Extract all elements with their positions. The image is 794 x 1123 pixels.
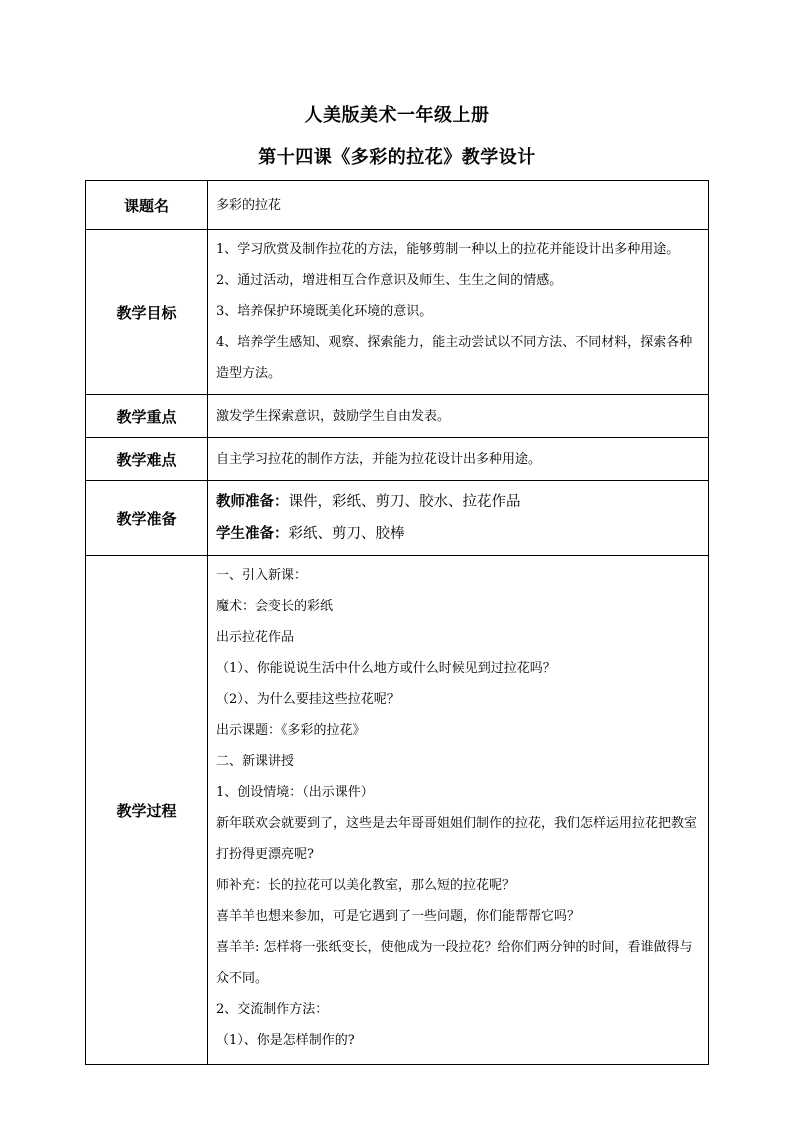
- lesson-title: 第十四课《多彩的拉花》教学设计: [258, 147, 536, 168]
- topic-value-cell: [208, 181, 709, 230]
- process-line: 1、创设情境：（出示课件）: [216, 785, 374, 800]
- key-points-cell: [208, 395, 709, 438]
- topic-label: 课题名: [86, 181, 208, 230]
- process-line: （1）、你能说说生活中什么地方或什么时候见到过拉花吗？: [216, 661, 556, 676]
- student-preparation-label: 学生准备：: [216, 525, 289, 542]
- teacher-preparation: [216, 486, 701, 518]
- process-line: 新年联欢会就要到了，这些是去年哥哥姐姐们制作的拉花，我们怎样运用拉花把教室打扮得更漂亮呢?: [216, 816, 698, 862]
- key-points-label: 教学重点: [86, 395, 208, 438]
- process-line: 魔术：会变长的彩纸: [216, 599, 334, 614]
- process-line: 2、交流制作方法：: [216, 1002, 329, 1017]
- process-line: 二、新课讲授: [216, 754, 295, 769]
- table-row-key-points: [86, 395, 709, 438]
- topic-value: 多彩的拉花: [216, 197, 282, 213]
- process-line: 出示课题：《多彩的拉花》: [216, 723, 366, 738]
- difficulties-value: 自主学习拉花的制作方法，并能为拉花设计出多种用途。: [216, 451, 542, 467]
- goal-item: 3、培养保护环境既美化环境的意识。: [216, 304, 433, 319]
- key-points-value: 激发学生探索意识，鼓励学生自由发表。: [216, 408, 451, 424]
- table-row-difficulties: [86, 438, 709, 481]
- table-row-goals: [86, 230, 709, 395]
- process-cell: [208, 556, 709, 1065]
- preparation-cell: [208, 481, 709, 556]
- process-line: 喜羊羊也想来参加，可是它遇到了一些问题，你们能帮帮它吗？: [216, 909, 581, 924]
- table-row-topic: [86, 181, 709, 230]
- document-title: 人美版美术一年级上册: [304, 105, 490, 126]
- process-line: 一、引入新课：: [216, 568, 308, 583]
- teacher-preparation-value: 课件，彩纸、剪刀、胶水、拉花作品: [288, 494, 521, 510]
- process-line: 出示拉花作品: [216, 630, 295, 645]
- process-line: 喜羊羊: 怎样将一张纸变长，使他成为一段拉花？给你们两分钟的时间，看谁做得与众不同。: [216, 940, 693, 986]
- table-row-preparation: [86, 481, 709, 556]
- difficulties-cell: [208, 438, 709, 481]
- student-preparation: [216, 518, 701, 550]
- lesson-plan-table: [85, 180, 709, 1065]
- goals-label: 教学目标: [86, 230, 208, 395]
- difficulties-label: 教学难点: [86, 438, 208, 481]
- teacher-preparation-label: 教师准备：: [216, 493, 289, 510]
- process-label: 教学过程: [86, 556, 208, 1065]
- goals-cell: [208, 230, 709, 395]
- student-preparation-value: 彩纸、剪刀、胶棒: [288, 526, 405, 542]
- goal-item: 1、学习欣赏及制作拉花的方法，能够剪制一种以上的拉花并能设计出多种用途。: [216, 242, 680, 257]
- process-line: （2）、为什么要挂这些拉花呢？: [216, 692, 400, 707]
- goal-item: 4、培养学生感知、观察、探索能力，能主动尝试以不同方法、不同材料，探索各种造型方法。: [216, 335, 693, 381]
- preparation-label: 教学准备: [86, 481, 208, 556]
- process-line: （1）、你是怎样制作的?: [216, 1033, 355, 1048]
- process-line: 师补充：长的拉花可以美化教室，那么短的拉花呢？: [216, 878, 516, 893]
- table-row-process: [86, 556, 709, 1065]
- goal-item: 2、通过活动，增进相互合作意识及师生、生生之间的情感。: [216, 273, 563, 288]
